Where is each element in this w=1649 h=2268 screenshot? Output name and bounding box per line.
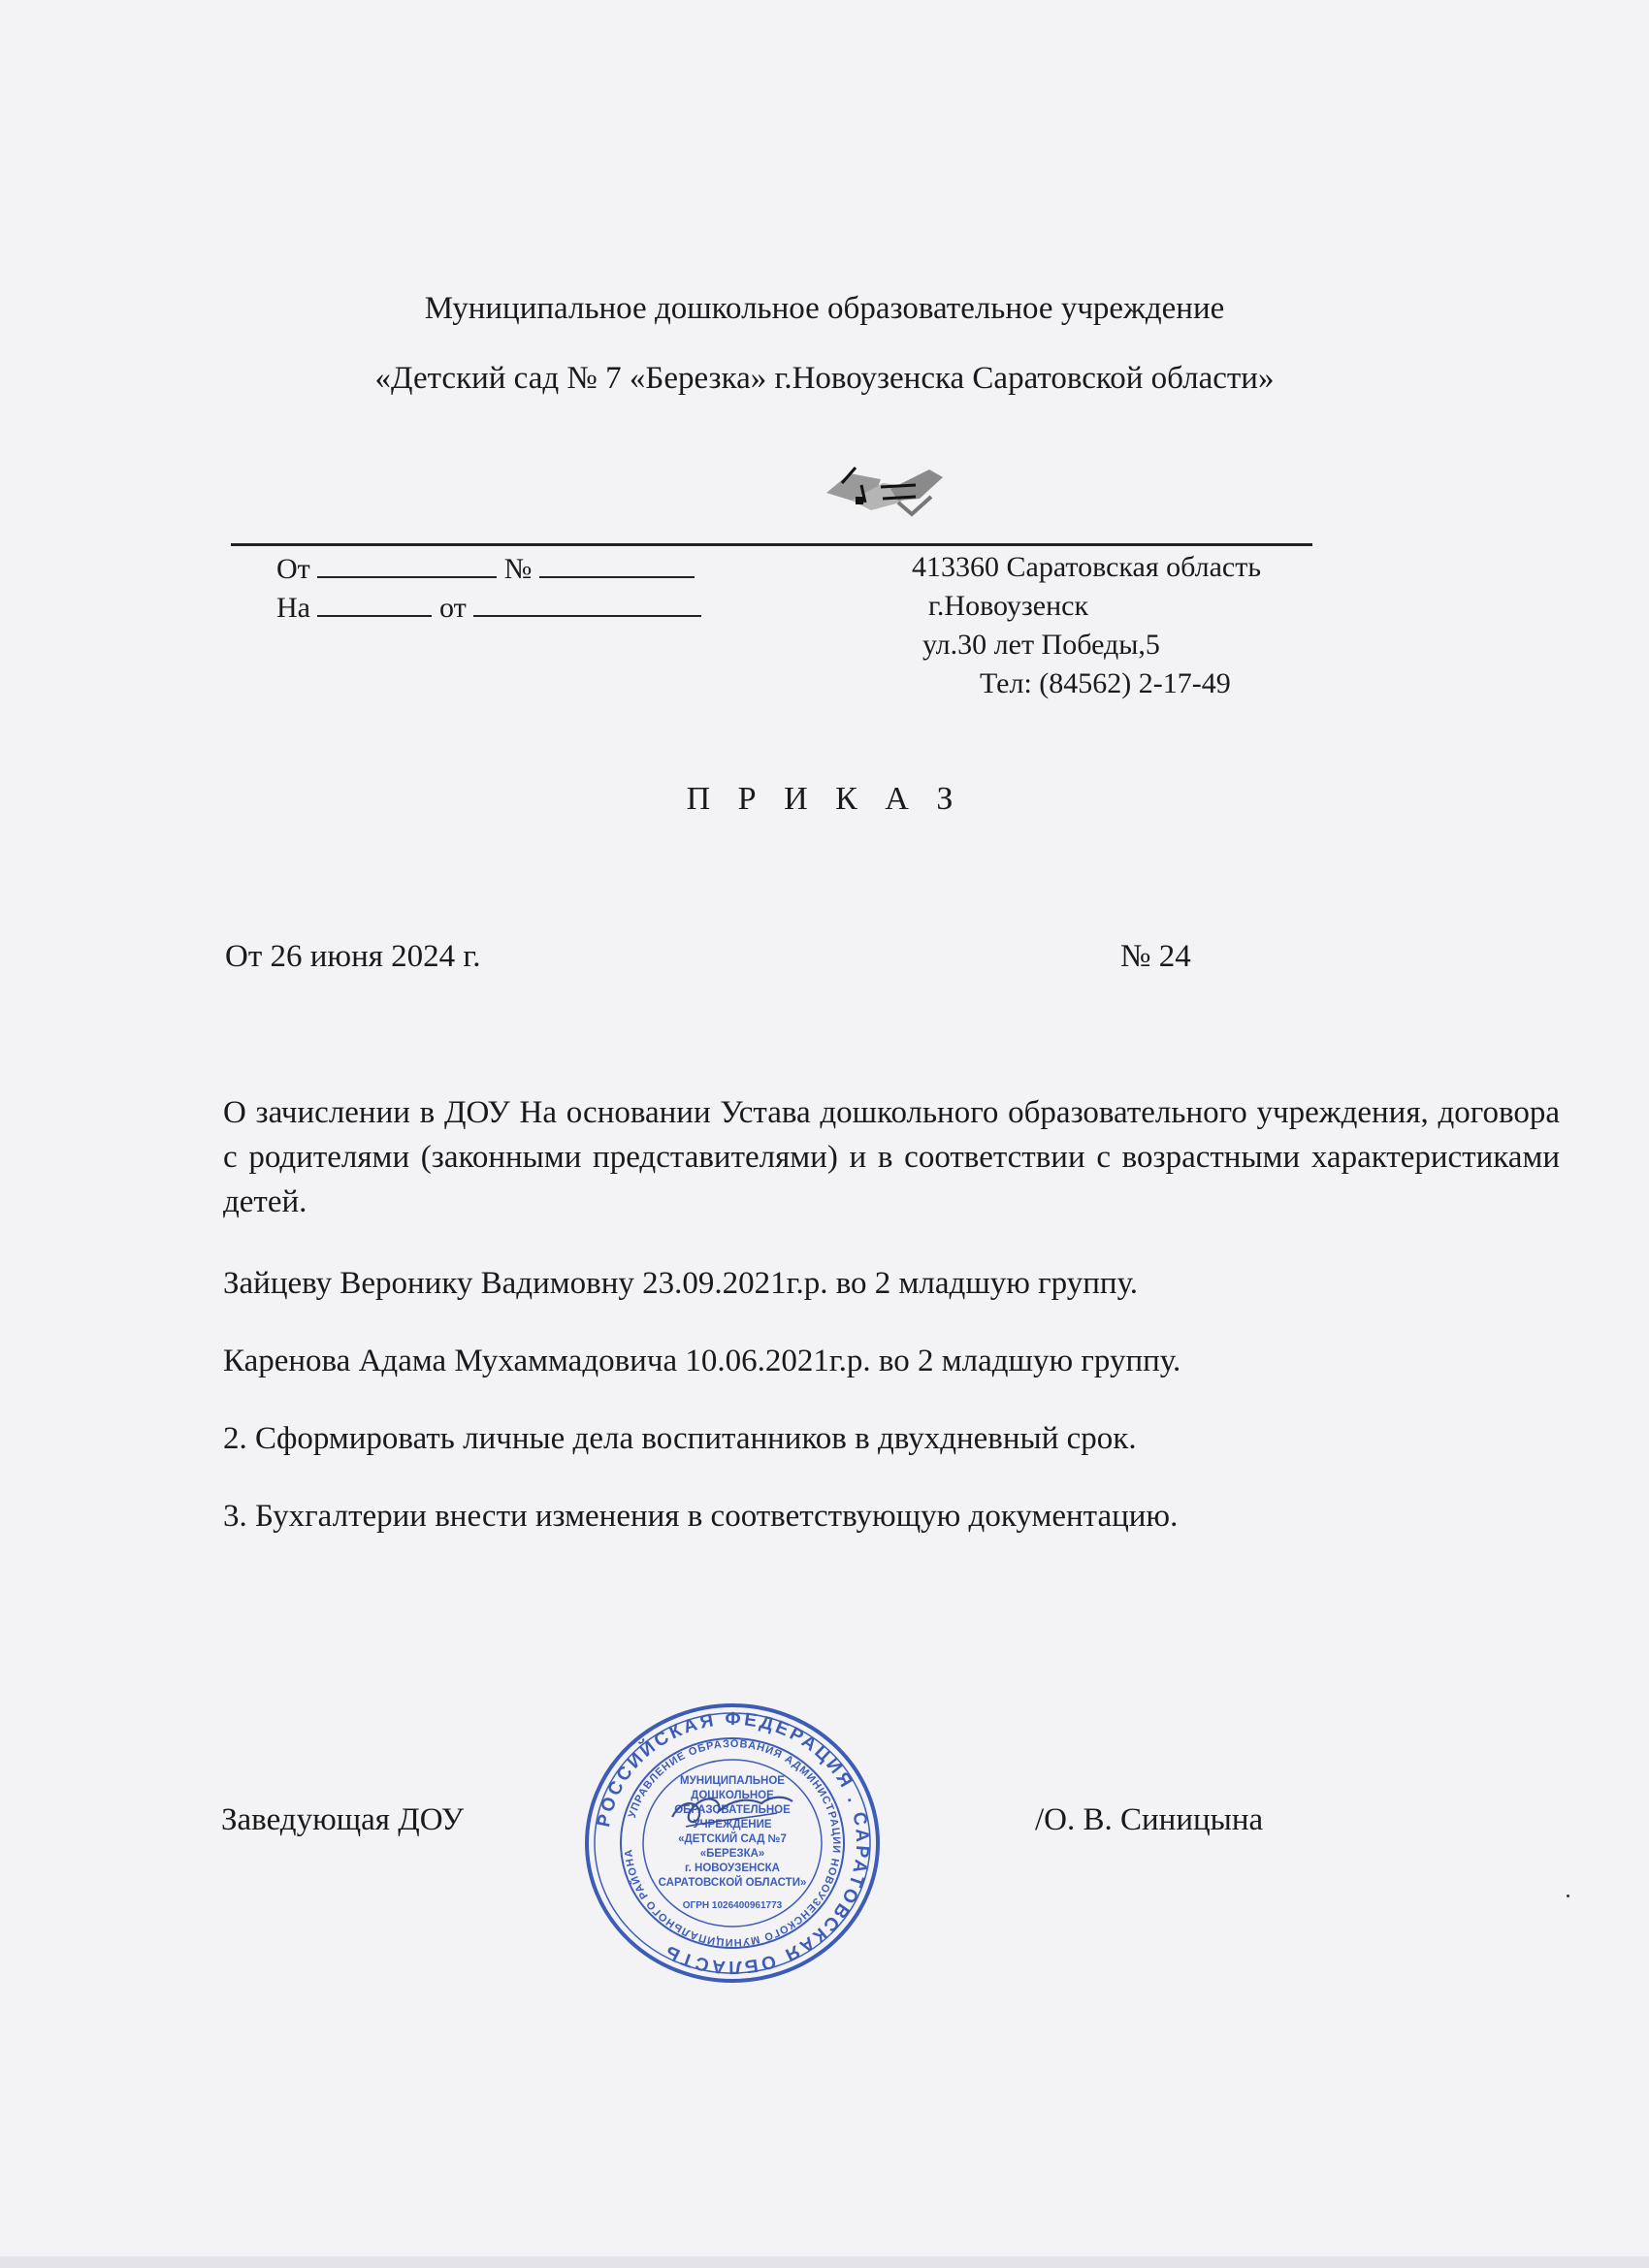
order-date: От 26 июня 2024 г. <box>225 939 481 974</box>
blank-to-underline <box>317 590 432 617</box>
address-phone: Тел: (84562) 2-17-49 <box>980 667 1231 699</box>
scan-speck <box>1567 1895 1569 1897</box>
order-intro-paragraph: О зачислении в ДОУ На основании Устава дошкольного образовательного учреждения, договора с родителями (законными представителями) и в соответствии с возрастными характеристиками детей. <box>223 1095 1560 1219</box>
blank-to-row <box>276 590 701 625</box>
blank-from-row <box>276 551 695 586</box>
address-line1: 413360 Саратовская область <box>912 551 1262 583</box>
order-item-enroll-1: Зайцеву Веронику Вадимовну 23.09.2021г.р. во 2 младшую группу. <box>223 1266 1139 1301</box>
svg-text:РОССИЙСКАЯ ФЕДЕРАЦИЯ . САРАТОВ: РОССИЙСКАЯ ФЕДЕРАЦИЯ . САРАТОВСКАЯ ОБЛАСТЬ <box>594 1708 873 1978</box>
blank-number-label: № <box>503 553 533 585</box>
svg-text:«БЕРЕЗКА»: «БЕРЕЗКА» <box>699 1848 765 1860</box>
order-item-files: 2. Сформировать личные дела воспитанников в двухдневный срок. <box>223 1421 1137 1456</box>
signatory-position: Заведующая ДОУ <box>221 1802 465 1837</box>
header-divider <box>231 543 1312 546</box>
official-stamp-icon <box>577 1702 888 1984</box>
document-title: П Р И К А З <box>686 781 963 817</box>
svg-text:МУНИЦИПАЛЬНОЕ: МУНИЦИПАЛЬНОЕ <box>680 1775 785 1787</box>
signatory-name: /О. В. Синицына <box>1035 1802 1264 1837</box>
order-item-enroll-2: Каренова Адама Мухаммадовича 10.06.2021г.р. во 2 младшую группу. <box>223 1344 1181 1378</box>
svg-text:УЧРЕЖДЕНИЕ: УЧРЕЖДЕНИЕ <box>693 1819 772 1831</box>
svg-text:ОГРН 1026400961773: ОГРН 1026400961773 <box>682 1900 783 1911</box>
blank-to-label: На <box>276 592 310 624</box>
blank-date-underline <box>473 590 701 617</box>
scan-edge <box>0 2256 1649 2268</box>
blank-from-underline <box>317 551 497 578</box>
order-number: № 24 <box>1120 939 1191 974</box>
blank-number-underline <box>539 551 695 578</box>
svg-text:ОБРАЗОВАТЕЛЬНОЕ: ОБРАЗОВАТЕЛЬНОЕ <box>674 1804 791 1816</box>
svg-text:«ДЕТСКИЙ САД №7: «ДЕТСКИЙ САД №7 <box>678 1833 787 1845</box>
address-line3: ул.30 лет Победы,5 <box>922 629 1160 661</box>
blank-from-label: От <box>276 553 310 585</box>
institution-name-line1: Муниципальное дошкольное образовательное учреждение <box>424 291 1225 326</box>
svg-text:г. НОВОУЗЕНСКА: г. НОВОУЗЕНСКА <box>685 1863 780 1874</box>
svg-text:САРАТОВСКОЙ ОБЛАСТИ»: САРАТОВСКОЙ ОБЛАСТИ» <box>658 1877 807 1889</box>
address-line2: г.Новоузенск <box>928 590 1089 622</box>
svg-text:ДОШКОЛЬНОЕ: ДОШКОЛЬНОЕ <box>691 1790 774 1801</box>
institution-name-line2: «Детский сад № 7 «Березка» г.Новоузенска Саратовской области» <box>374 361 1275 396</box>
order-item-accounting: 3. Бухгалтерии внести изменения в соответствующую документацию. <box>223 1499 1179 1534</box>
blank-date-label: от <box>438 592 467 624</box>
emblem-logo-icon <box>823 460 947 518</box>
svg-text:УПРАВЛЕНИЕ ОБРАЗОВАНИЯ АДМИНИС: УПРАВЛЕНИЕ ОБРАЗОВАНИЯ АДМИНИСТРАЦИИ НОВОУЗЕНСКОГО МУНИЦИПАЛЬНОГО РАЙОНА <box>623 1737 843 1949</box>
